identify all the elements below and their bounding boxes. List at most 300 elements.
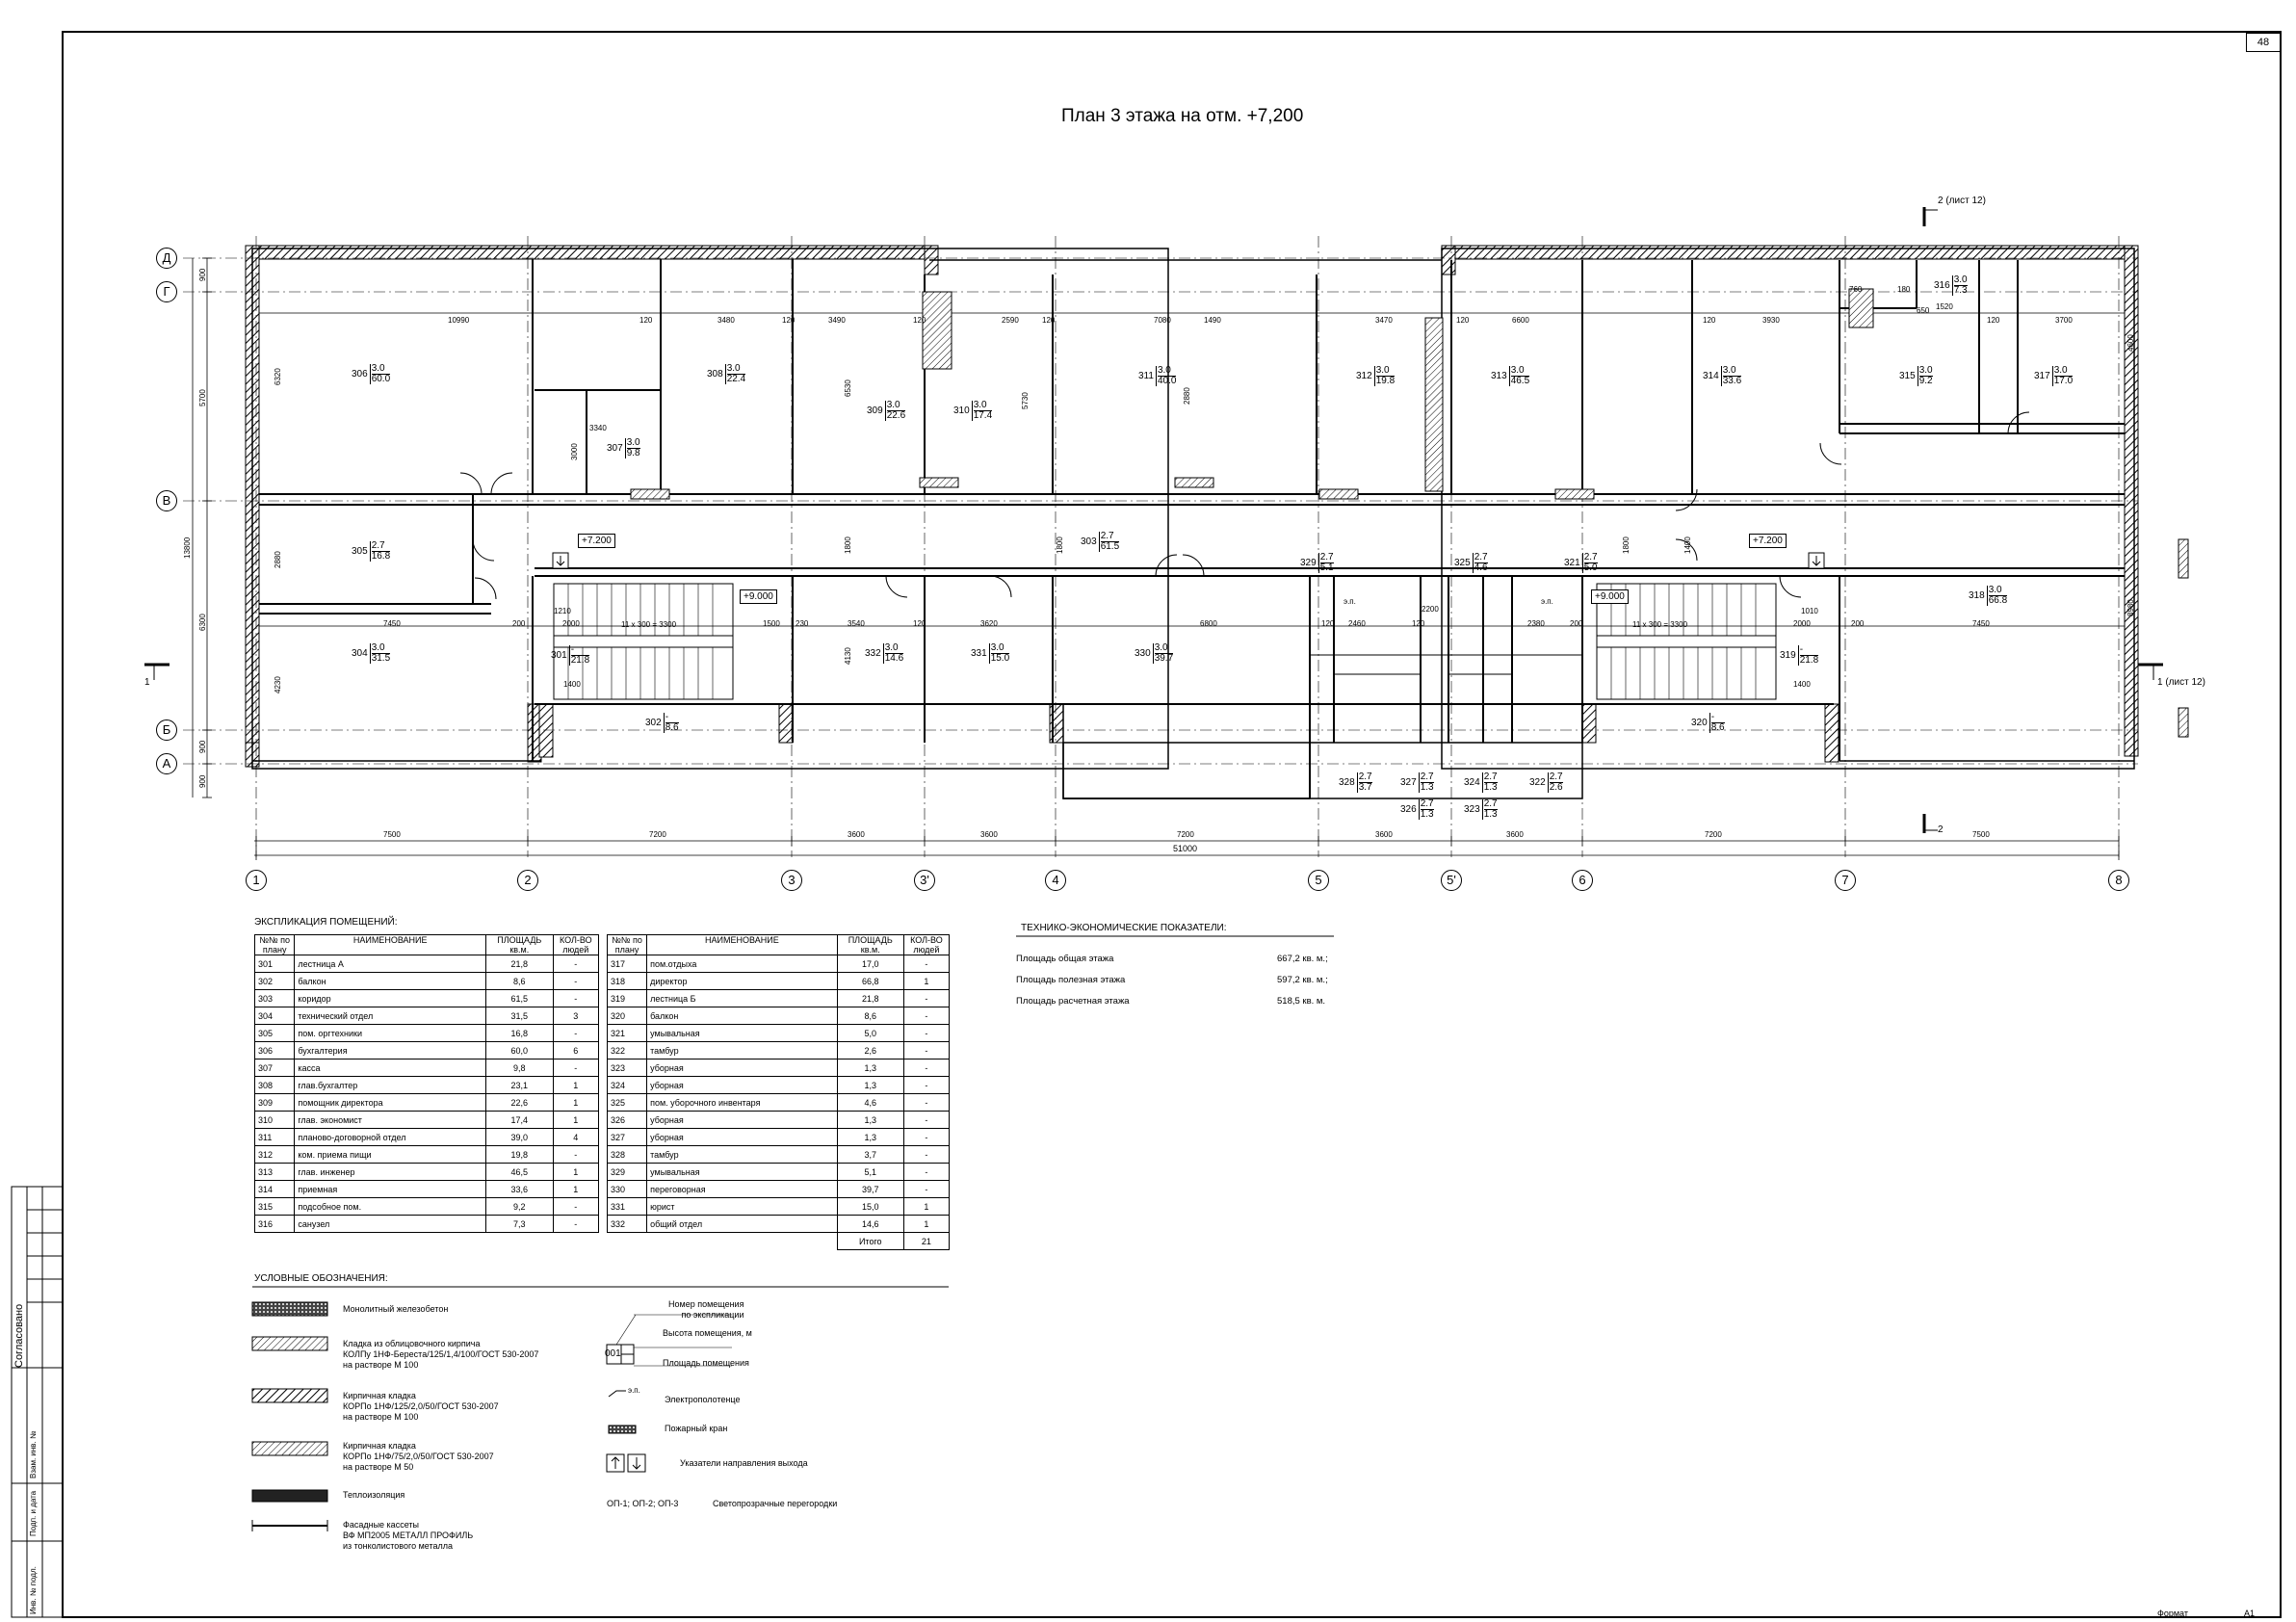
table-cell: 33,6	[486, 1181, 554, 1198]
table-cell: 9,8	[486, 1060, 554, 1077]
dimension: 6530	[844, 379, 852, 397]
table-cell: -	[903, 1042, 949, 1060]
dimension: 2380	[1527, 619, 1545, 628]
table-cell: 314	[255, 1181, 295, 1198]
dimension: 3620	[980, 619, 998, 628]
dimension: 3600	[980, 830, 998, 839]
table-cell: 332	[608, 1216, 647, 1233]
stamp-label: Подп. и дата	[29, 1490, 38, 1536]
table-row	[255, 990, 599, 1007]
table-cell: 8,6	[837, 1007, 903, 1025]
table-cell: пом. оргтехники	[295, 1025, 486, 1042]
table-header: ПЛОЩАДЬ кв.м.	[837, 935, 903, 955]
table-cell: 312	[255, 1146, 295, 1164]
room-tag-label: Площадь помещения	[663, 1358, 749, 1368]
table-row	[255, 1216, 599, 1233]
dimension: 7080	[1154, 316, 1171, 325]
dimension: 7200	[1705, 830, 1722, 839]
table-cell: тамбур	[647, 1146, 838, 1164]
table-cell: -	[553, 955, 598, 973]
axis-bubble: 3	[781, 870, 802, 891]
table-cell: 331	[608, 1198, 647, 1216]
tep-label: Площадь общая этажа	[1016, 954, 1114, 964]
table-cell: 315	[255, 1198, 295, 1216]
table-header: №№ по плану	[255, 935, 295, 955]
table-cell: 15,0	[837, 1198, 903, 1216]
table-row	[255, 1007, 599, 1025]
dimension: 2460	[1348, 619, 1366, 628]
axis-bubble: 6	[1572, 870, 1593, 891]
dimension: 7200	[1177, 830, 1194, 839]
section-mark-left: 1	[144, 677, 150, 688]
dimension: 3480	[718, 316, 735, 325]
axis-bubble: В	[156, 490, 177, 511]
dimension: 2590	[1002, 316, 1019, 325]
table-cell: 1	[903, 1198, 949, 1216]
table-cell: 318	[608, 973, 647, 990]
dimension: 7450	[1972, 619, 1990, 628]
dimension: 2000	[1793, 619, 1811, 628]
table-cell: 66,8	[837, 973, 903, 990]
dimension: 900	[198, 268, 207, 281]
dimension: 6800	[1200, 619, 1217, 628]
table-cell: 1,3	[837, 1112, 903, 1129]
table-cell: 305	[255, 1025, 295, 1042]
table-cell: 317	[608, 955, 647, 973]
legend-item: Кирпичная кладка КОРПо 1НФ/125/2,0/50/ГОСТ 530-2007 на растворе М 100	[343, 1391, 499, 1422]
table-cell: 303	[255, 990, 295, 1007]
dimension: 200	[1851, 619, 1865, 628]
table-cell: 17,4	[486, 1112, 554, 1129]
table-cell: 304	[255, 1007, 295, 1025]
table-row	[608, 973, 950, 990]
table-cell: 9,2	[486, 1198, 554, 1216]
tep-title: ТЕХНИКО-ЭКОНОМИЧЕСКИЕ ПОКАЗАТЕЛИ:	[1021, 923, 1227, 933]
table-cell: 320	[608, 1007, 647, 1025]
table-row	[608, 1077, 950, 1094]
dimension: 900	[198, 774, 207, 788]
axis-bubble: 7	[1835, 870, 1856, 891]
dimension: 4230	[274, 676, 282, 693]
table-cell: 19,8	[486, 1146, 554, 1164]
table-cell: 324	[608, 1077, 647, 1094]
dimension: 7500	[383, 830, 401, 839]
table-cell: -	[553, 1060, 598, 1077]
room-tag: 322 $\frac{2.7}{2.6}$	[1529, 772, 1563, 793]
table-cell: -	[903, 990, 949, 1007]
room-tag: 315 $\frac{3.0}{9.2}$	[1899, 365, 1933, 386]
table-row	[255, 1164, 599, 1181]
room-tag: 320 $\frac{-}{8.6}$	[1691, 712, 1725, 733]
table-row	[255, 973, 599, 990]
dimension: 3490	[828, 316, 846, 325]
room-tag: 305 $\frac{2.7}{16.8}$	[352, 540, 391, 562]
dimension: 6600	[1512, 316, 1529, 325]
room-tag: 330 $\frac{3.0}{39.7}$	[1135, 642, 1174, 664]
table-row	[255, 1198, 599, 1216]
table-row	[255, 955, 599, 973]
dimension: 1800	[1056, 536, 1064, 554]
table-header: КОЛ-ВО людей	[553, 935, 598, 955]
total-value: 21	[903, 1233, 949, 1250]
table-cell: 1,3	[837, 1060, 903, 1077]
axis-bubble: Д	[156, 248, 177, 269]
table-cell: 319	[608, 990, 647, 1007]
dimension: 2880	[274, 551, 282, 568]
table-header: КОЛ-ВО людей	[903, 935, 949, 955]
table-cell: 5,1	[837, 1164, 903, 1181]
dimension: 1490	[1204, 316, 1221, 325]
legend-item: Кирпичная кладка КОРПо 1НФ/75/2,0/50/ГОСТ 530-2007 на растворе М 50	[343, 1441, 494, 1472]
dimension: 200	[512, 619, 526, 628]
table-row	[255, 1094, 599, 1112]
room-tag: 321 $\frac{2.7}{5.0}$	[1564, 552, 1598, 573]
dimension: 180	[1897, 285, 1911, 294]
table-cell: 5,0	[837, 1025, 903, 1042]
table-cell: 3	[553, 1007, 598, 1025]
table-row	[608, 1216, 950, 1233]
table-cell: 1	[903, 1216, 949, 1233]
dimension: 3540	[848, 619, 865, 628]
table-row	[608, 1181, 950, 1198]
room-tag: 314 $\frac{3.0}{33.6}$	[1703, 365, 1742, 386]
table-cell: приемная	[295, 1181, 486, 1198]
dimension: 1400	[563, 680, 581, 689]
table-cell: умывальная	[647, 1025, 838, 1042]
table-cell: переговорная	[647, 1181, 838, 1198]
table-row	[608, 1198, 950, 1216]
legend-item: Кладка из облицовочного кирпича КОЛПу 1НФ-Береста/125/1,4/100/ГОСТ 530-2007 на растворе М 100	[343, 1339, 539, 1370]
table-cell: 1	[553, 1164, 598, 1181]
table-row	[608, 955, 950, 973]
table-cell: 60,0	[486, 1042, 554, 1060]
ep-label: э.п.	[1541, 597, 1553, 606]
table-cell: -	[903, 1077, 949, 1094]
dimension: 120	[1042, 316, 1056, 325]
table-cell: умывальная	[647, 1164, 838, 1181]
level-mark: +9.000	[1591, 589, 1629, 604]
room-tag: 328 $\frac{2.7}{3.7}$	[1339, 772, 1372, 793]
overall-dimension: 51000	[1173, 844, 1198, 853]
dimension: 1210	[554, 607, 571, 615]
dimension: 900	[198, 740, 207, 753]
table-cell: лестница Б	[647, 990, 838, 1007]
table-cell: 61,5	[486, 990, 554, 1007]
table-row	[608, 990, 950, 1007]
dimension: 7500	[1972, 830, 1990, 839]
table-cell: 1	[553, 1094, 598, 1112]
table-cell: 31,5	[486, 1007, 554, 1025]
table-cell: 22,6	[486, 1094, 554, 1112]
table-cell: 301	[255, 955, 295, 973]
table-cell: 21,8	[837, 990, 903, 1007]
table-cell: пом.отдыха	[647, 955, 838, 973]
table-body	[255, 955, 599, 1233]
axis-bubble: 5	[1308, 870, 1329, 891]
table-row	[255, 1025, 599, 1042]
room-tag: 331 $\frac{3.0}{15.0}$	[971, 642, 1010, 664]
table-cell: 1	[903, 973, 949, 990]
axis-bubble: А	[156, 753, 177, 774]
table-cell: -	[903, 1146, 949, 1164]
room-tag-label: Номер помещения по экспликации	[668, 1299, 744, 1320]
table-header: НАИМЕНОВАНИЕ	[295, 935, 486, 955]
room-tag: 329 $\frac{2.7}{5.1}$	[1300, 552, 1334, 573]
table-row	[255, 1129, 599, 1146]
table-cell: 3,7	[837, 1146, 903, 1164]
table-cell: бухгалтерия	[295, 1042, 486, 1060]
room-tag: 310 $\frac{3.0}{17.4}$	[953, 400, 993, 421]
table-row	[608, 1112, 950, 1129]
table-cell: подсобное пом.	[295, 1198, 486, 1216]
table-cell: 325	[608, 1094, 647, 1112]
stamp-label: Инв. № подл.	[29, 1566, 38, 1614]
room-tag: 319 $\frac{-}{21.8}$	[1780, 644, 1819, 666]
dimension: 6300	[198, 614, 207, 631]
table-cell: общий отдел	[647, 1216, 838, 1233]
dimension: 760	[1849, 285, 1863, 294]
table-cell: технический отдел	[295, 1007, 486, 1025]
room-tag: 318 $\frac{3.0}{66.8}$	[1969, 585, 2008, 606]
table-cell: -	[903, 1007, 949, 1025]
table-row	[255, 1060, 599, 1077]
table-cell: -	[553, 1146, 598, 1164]
dimension: 1520	[1936, 302, 1953, 311]
dimension: 1010	[1801, 607, 1818, 615]
dimension: 120	[782, 316, 796, 325]
op-codes: ОП-1; ОП-2; ОП-3	[607, 1499, 679, 1508]
explication-table-right	[607, 934, 950, 1250]
table-cell: 39,7	[837, 1181, 903, 1198]
dimension: 13800	[183, 536, 192, 559]
dimension: 6320	[274, 368, 282, 385]
axis-bubble: 8	[2108, 870, 2129, 891]
dimension: 2200	[1422, 605, 1439, 614]
table-cell: коридор	[295, 990, 486, 1007]
legend-title: УСЛОВНЫЕ ОБОЗНАЧЕНИЯ:	[254, 1273, 388, 1284]
approved-label: Согласовано	[13, 1303, 25, 1368]
dimension: 4130	[844, 647, 852, 665]
table-header: №№ по плану	[608, 935, 647, 955]
room-tag: 304 $\frac{3.0}{31.5}$	[352, 642, 391, 664]
level-mark: +9.000	[740, 589, 777, 604]
table-row	[608, 1042, 950, 1060]
table-cell: планово-договорной отдел	[295, 1129, 486, 1146]
table-cell: ком. приема пищи	[295, 1146, 486, 1164]
dimension: 7200	[649, 830, 666, 839]
dimension: 3340	[589, 424, 607, 432]
table-cell: 1	[553, 1077, 598, 1094]
room-tag: 317 $\frac{3.0}{17.0}$	[2034, 365, 2074, 386]
dimension: 120	[1321, 619, 1335, 628]
table-cell: 21,8	[486, 955, 554, 973]
axis-bubble: 3'	[914, 870, 935, 891]
table-cell: глав.бухгалтер	[295, 1077, 486, 1094]
legend-item: Монолитный железобетон	[343, 1304, 449, 1314]
dimension: 1800	[1622, 536, 1631, 554]
table-cell: лестница А	[295, 955, 486, 973]
table-cell: 1,3	[837, 1129, 903, 1146]
table-cell: 311	[255, 1129, 295, 1146]
dimension: 3600	[848, 830, 865, 839]
table-cell: -	[903, 1129, 949, 1146]
room-tag: 306 $\frac{3.0}{60.0}$	[352, 363, 391, 384]
table-row	[255, 1077, 599, 1094]
ep-label: э.п.	[1344, 597, 1356, 606]
table-cell: балкон	[647, 1007, 838, 1025]
table-cell: -	[903, 1181, 949, 1198]
table-cell: 326	[608, 1112, 647, 1129]
table-cell: 39,0	[486, 1129, 554, 1146]
table-cell: уборная	[647, 1060, 838, 1077]
table-cell: 313	[255, 1164, 295, 1181]
table-cell: -	[553, 1216, 598, 1233]
table-cell: 330	[608, 1181, 647, 1198]
table-cell: 309	[255, 1094, 295, 1112]
tep-value: 667,2 кв. м.;	[1277, 954, 1328, 964]
dimension: 3700	[2055, 316, 2073, 325]
dimension: 120	[1412, 619, 1425, 628]
table-cell: -	[553, 1025, 598, 1042]
dimension: 120	[913, 316, 926, 325]
table-cell: 1	[553, 1112, 598, 1129]
table-cell: 306	[255, 1042, 295, 1060]
table-cell: 4,6	[837, 1094, 903, 1112]
dimension: 10990	[448, 316, 470, 325]
table-cell: пом. уборочного инвентаря	[647, 1094, 838, 1112]
table-cell: 8,6	[486, 973, 554, 990]
room-tag: 309 $\frac{3.0}{22.6}$	[867, 400, 906, 421]
tep-label: Площадь полезная этажа	[1016, 975, 1126, 985]
table-cell: 316	[255, 1216, 295, 1233]
legend-item: Теплоизоляция	[343, 1490, 405, 1500]
table-row	[255, 1181, 599, 1198]
stamp-label: Взам. инв. №	[29, 1430, 38, 1478]
exit-legend-text: Указатели направления выхода	[680, 1458, 808, 1468]
room-tag: 324 $\frac{2.7}{1.3}$	[1464, 772, 1498, 793]
dimension: 5730	[1021, 392, 1030, 409]
table-cell: 23,1	[486, 1077, 554, 1094]
dimension: 5700	[198, 389, 207, 406]
dimension: 230	[796, 619, 809, 628]
dimension: 3470	[1375, 316, 1393, 325]
hydrant-legend-text: Пожарный кран	[665, 1424, 728, 1433]
format-label: Формат	[2157, 1609, 2188, 1618]
table-cell: 307	[255, 1060, 295, 1077]
dimension: 3000	[570, 443, 579, 460]
table-cell: 308	[255, 1077, 295, 1094]
table-row	[255, 1112, 599, 1129]
table-row	[255, 1146, 599, 1164]
level-mark: +7.200	[578, 534, 615, 548]
axis-bubble: 5'	[1441, 870, 1462, 891]
room-tag: 302 $\frac{-}{8.6}$	[645, 712, 679, 733]
table-cell: 17,0	[837, 955, 903, 973]
room-tag: 316 $\frac{3.0}{7.3}$	[1934, 275, 1968, 296]
dimension: 2880	[1183, 387, 1191, 405]
dimension: 1400	[1793, 680, 1811, 689]
table-cell: -	[903, 1060, 949, 1077]
table-cell: 1	[553, 1181, 598, 1198]
table-cell: 7,3	[486, 1216, 554, 1233]
table-cell: 322	[608, 1042, 647, 1060]
table-cell: 6	[553, 1042, 598, 1060]
table-header: НАИМЕНОВАНИЕ	[647, 935, 838, 955]
table-cell: тамбур	[647, 1042, 838, 1060]
tep-value: 597,2 кв. м.;	[1277, 975, 1328, 985]
table-cell: 4	[553, 1129, 598, 1146]
dimension: 4600	[2126, 334, 2135, 352]
room-tag: 326 $\frac{2.7}{1.3}$	[1400, 798, 1434, 820]
table-cell: глав. экономист	[295, 1112, 486, 1129]
room-tag-sample: 001	[605, 1348, 621, 1359]
table-cell: уборная	[647, 1077, 838, 1094]
level-mark: +7.200	[1749, 534, 1787, 548]
dimension: 3600	[1375, 830, 1393, 839]
total-label: Итого	[837, 1233, 903, 1250]
section-mark-right: 1 (лист 12)	[2157, 677, 2205, 688]
table-cell: 321	[608, 1025, 647, 1042]
table-cell: -	[553, 973, 598, 990]
dimension: 1500	[763, 619, 780, 628]
dimension: 8980	[2126, 599, 2135, 616]
legend-item: Фасадные кассеты ВФ МП2005 МЕТАЛЛ ПРОФИЛЬ из тонколистового металла	[343, 1520, 474, 1551]
room-tag: 332 $\frac{3.0}{14.6}$	[865, 642, 904, 664]
table-cell: 328	[608, 1146, 647, 1164]
dimension: 200	[1570, 619, 1583, 628]
table-cell: глав. инженер	[295, 1164, 486, 1181]
table-cell: санузел	[295, 1216, 486, 1233]
table-cell: -	[903, 1164, 949, 1181]
table-header: ПЛОЩАДЬ кв.м.	[486, 935, 554, 955]
room-tag: 327 $\frac{2.7}{1.3}$	[1400, 772, 1434, 793]
axis-bubble: 1	[246, 870, 267, 891]
axis-bubble: Г	[156, 281, 177, 302]
dimension: 7450	[383, 619, 401, 628]
dimension: 2000	[562, 619, 580, 628]
dimension: 3600	[1506, 830, 1524, 839]
dimension: 3930	[1762, 316, 1780, 325]
dimension: 120	[639, 316, 653, 325]
table-cell: уборная	[647, 1112, 838, 1129]
table-row	[608, 1164, 950, 1181]
op-legend-text: Светопрозрачные перегородки	[713, 1499, 838, 1508]
table-cell: 310	[255, 1112, 295, 1129]
explication-title: ЭКСПЛИКАЦИЯ ПОМЕЩЕНИЙ:	[254, 917, 398, 928]
table-cell: 323	[608, 1060, 647, 1077]
dimension: 120	[1703, 316, 1716, 325]
explication-table-left	[254, 934, 599, 1233]
table-row	[608, 1129, 950, 1146]
table-cell: балкон	[295, 973, 486, 990]
room-tag: 313 $\frac{3.0}{46.5}$	[1491, 365, 1530, 386]
axis-bubble: 2	[517, 870, 538, 891]
table-cell: -	[553, 990, 598, 1007]
stair-dimension: 11 x 300 = 3300	[1632, 620, 1688, 629]
tep-label: Площадь расчетная этажа	[1016, 996, 1130, 1007]
table-cell: директор	[647, 973, 838, 990]
table-cell: юрист	[647, 1198, 838, 1216]
table-row	[608, 1007, 950, 1025]
dimension: 1400	[1683, 536, 1692, 554]
table-cell: -	[903, 1094, 949, 1112]
table-cell: -	[553, 1198, 598, 1216]
room-tag: 308 $\frac{3.0}{22.4}$	[707, 363, 746, 384]
table-cell: -	[903, 1025, 949, 1042]
room-tag: 325 $\frac{2.7}{4.6}$	[1454, 552, 1488, 573]
axis-bubble: 4	[1045, 870, 1066, 891]
dimension: 1800	[844, 536, 852, 554]
